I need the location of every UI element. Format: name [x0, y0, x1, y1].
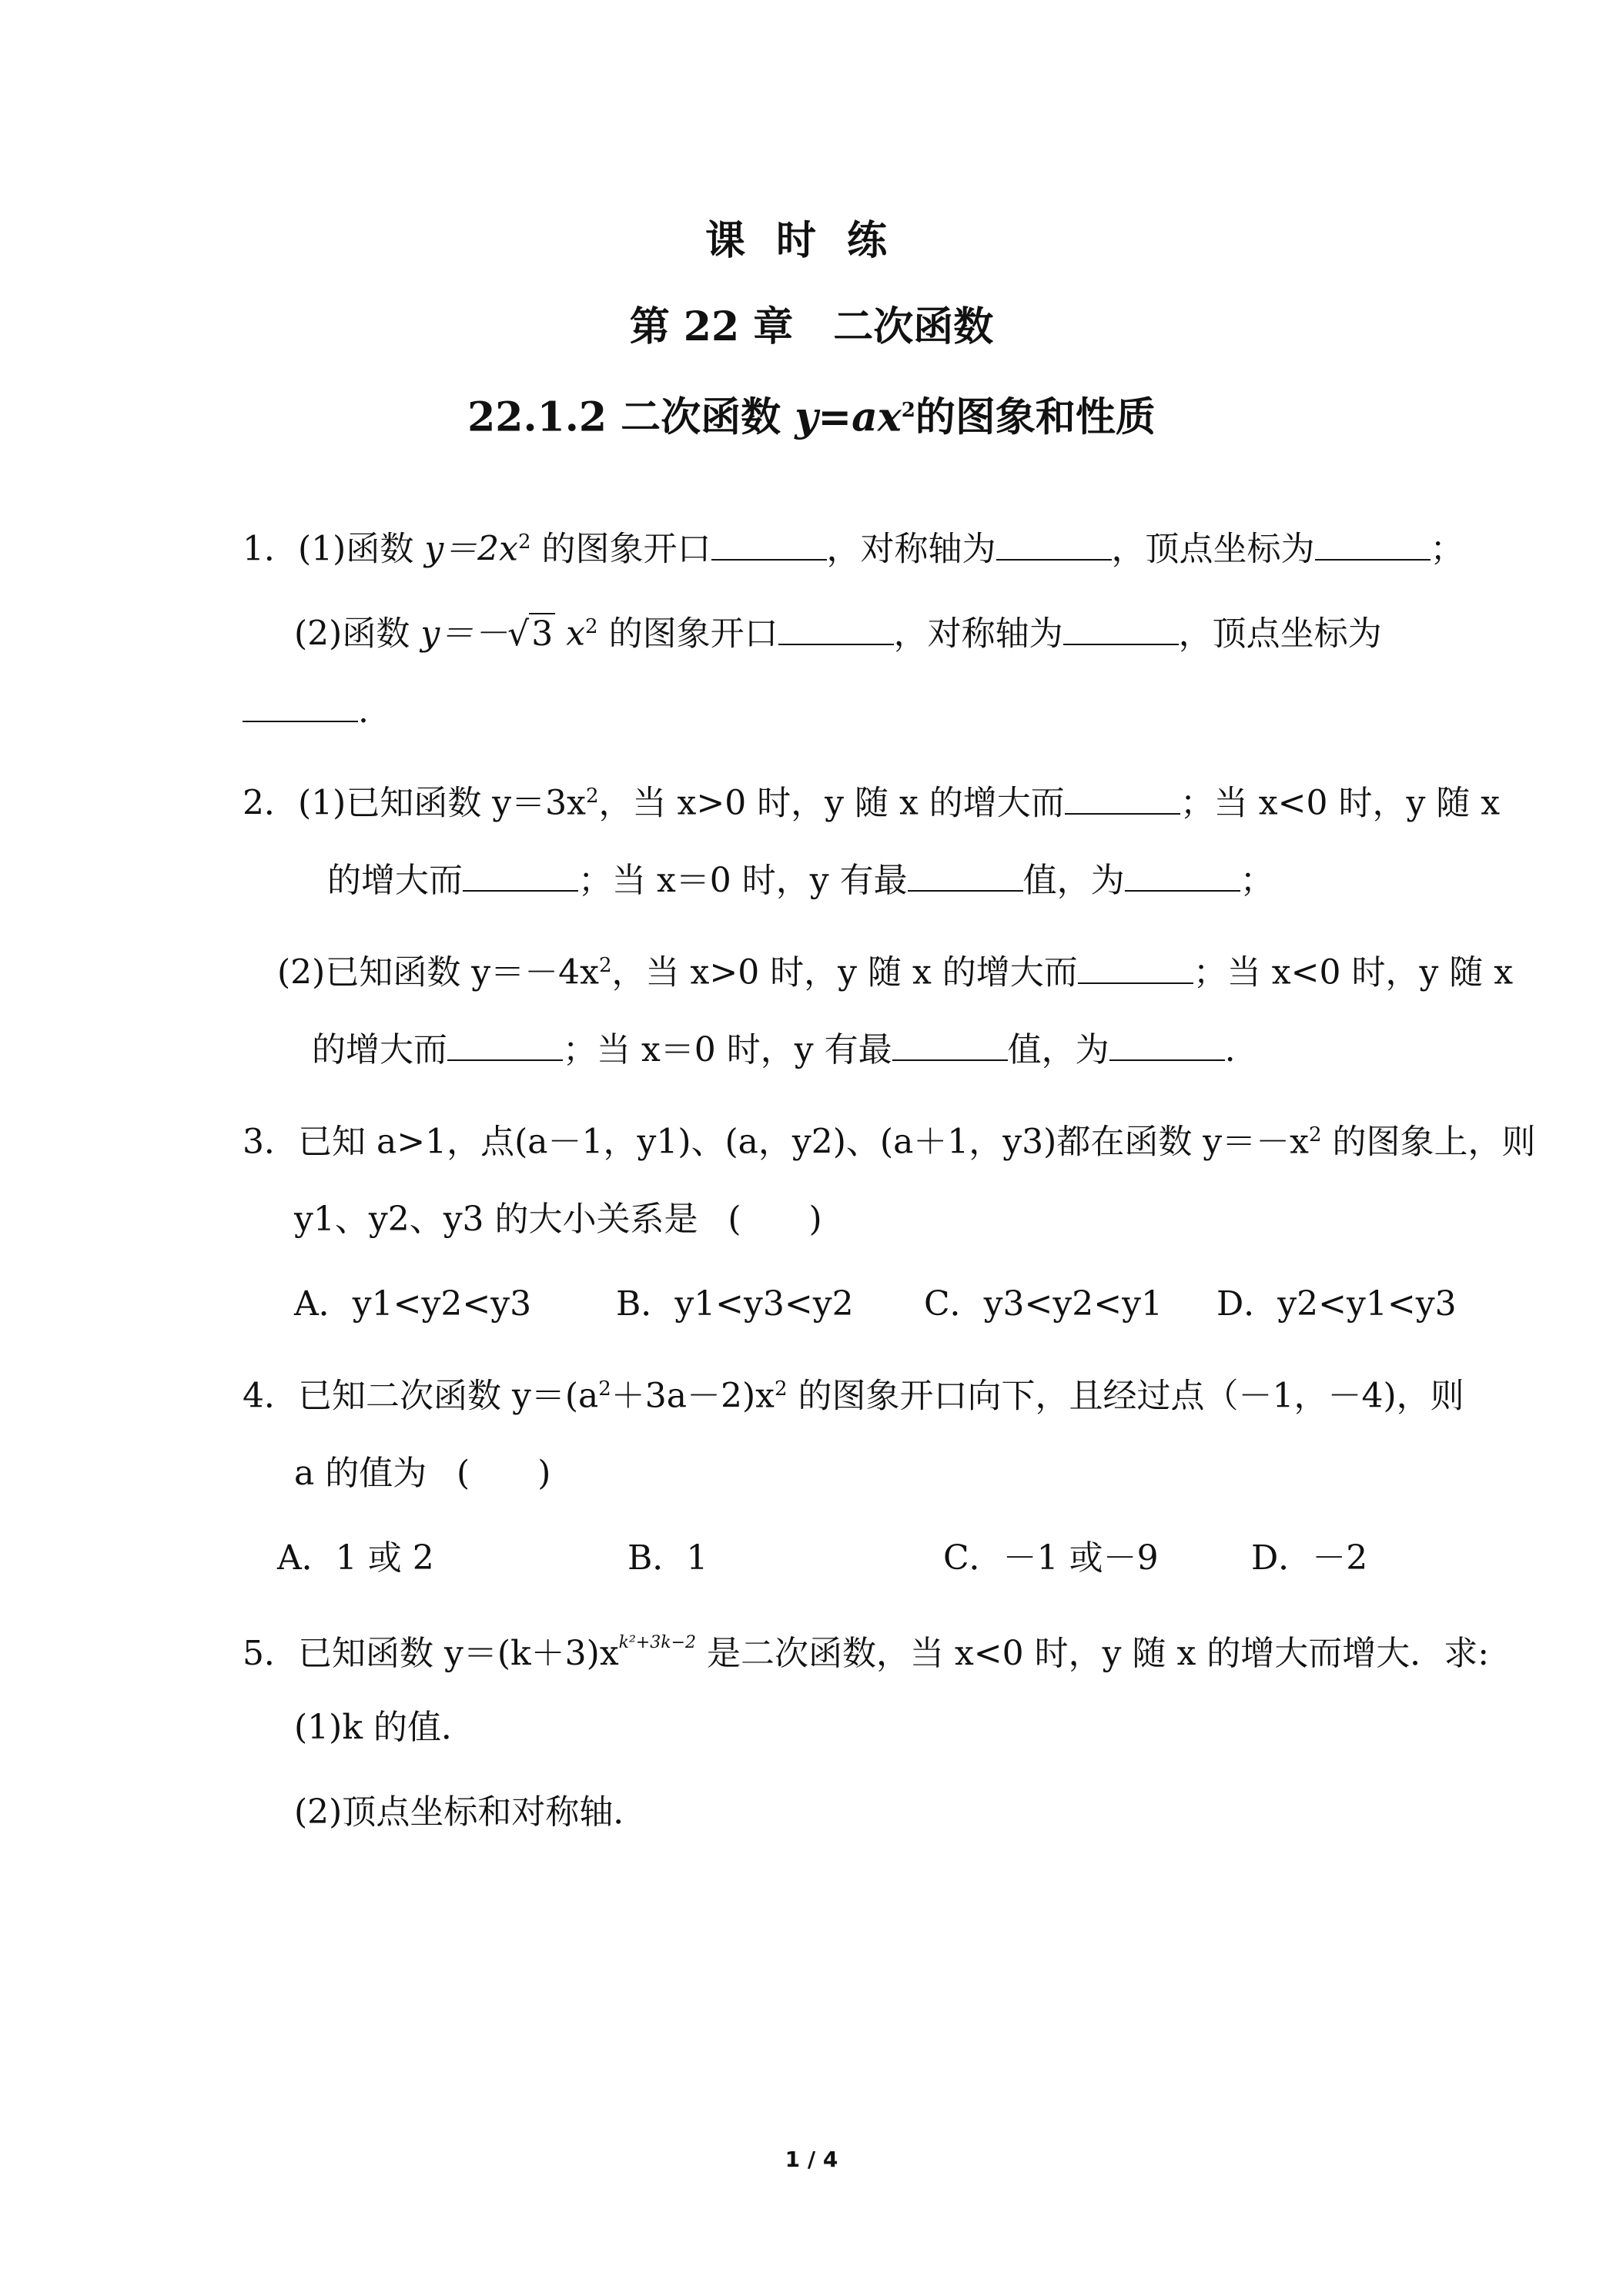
q1-p1-pre: (1)函数: [298, 529, 425, 569]
q1-p1-text3: ，顶点坐标为: [1111, 529, 1315, 569]
q1-p2-blank-vertex[interactable]: [243, 690, 358, 722]
q3-exp: 2: [1308, 1123, 1322, 1146]
q4-line2: [294, 1452, 581, 1495]
section-title: [0, 385, 1623, 443]
q4-answer-paren[interactable]: ( ): [457, 1454, 551, 1493]
q1-p1-formula: y＝2x: [424, 529, 518, 569]
q2-p1-rest: ，当 x>0 时，y 随 x 的增大而: [598, 783, 1065, 823]
q4-text-mid: ＋3a－2)x: [611, 1376, 775, 1416]
q1-p2-pre: (2)函数: [294, 614, 421, 654]
q4-option-a[interactable]: A．1 或 2: [277, 1538, 434, 1578]
q5-number: 5．: [243, 1634, 298, 1673]
q1-p2-y: y＝－: [420, 614, 508, 654]
q1-part1: [243, 520, 1464, 571]
q5-text-end: 是二次函数，当 x<0 时，y 随 x 的增大而增大．求:: [696, 1634, 1490, 1673]
q2-p2-l2b: ；当 x＝0 时，y 有最: [563, 1030, 892, 1069]
q3-option-d[interactable]: D．y2<y1<y3: [1216, 1284, 1457, 1324]
q1-part2-continued: [243, 690, 369, 733]
q4-line1: [243, 1367, 1464, 1418]
q4-option-c[interactable]: C．－1 或－9: [943, 1538, 1159, 1578]
q2-p1-l2a: 的增大而: [327, 861, 463, 900]
q1-p2-text2: ，对称轴为: [893, 614, 1063, 654]
q2-part1-line2: [327, 859, 1274, 902]
q2-p1-l2c: 值，为: [1022, 861, 1125, 900]
q5-sub1: (1)k 的值．: [294, 1708, 475, 1747]
section-formula: y=ax: [795, 393, 902, 441]
q4-question: a 的值为: [294, 1454, 427, 1493]
q2-p1-l2b: ；当 x＝0 时，y 有最: [578, 861, 908, 900]
q1-p2-end: .: [358, 691, 369, 731]
q3-answer-paren[interactable]: ( ): [728, 1200, 822, 1239]
q2-p2-blank-extreme[interactable]: [892, 1029, 1008, 1061]
q3-line2: [294, 1198, 852, 1241]
q2-part2-line1: [277, 944, 1513, 995]
sqrt-symbol: √3: [507, 613, 555, 656]
q4-exp1: 2: [598, 1377, 611, 1401]
q2-p1-mid: ；当 x<0 时，y 随 x: [1180, 783, 1501, 823]
q4-option-d[interactable]: D．－2: [1251, 1538, 1368, 1578]
q1-p1-exp: 2: [517, 530, 531, 554]
q1-p1-blank-axis[interactable]: [996, 528, 1112, 561]
q4-text-end: 的图象开口向下，且经过点（－1，－4)，则: [787, 1376, 1464, 1416]
q2-part1-line1: [243, 775, 1500, 825]
q2-p2-l2-end: .: [1224, 1030, 1236, 1069]
q2-p2-l2c: 值，为: [1007, 1030, 1109, 1069]
q2-p1-l2-end: ；: [1240, 861, 1274, 900]
section-prefix: 22.1.2 二次函数: [467, 393, 795, 441]
section-exponent: 2: [901, 399, 915, 422]
q3-option-a[interactable]: A．y1<y2<y3: [294, 1284, 532, 1324]
q3-question: y1、y2、y3 的大小关系是: [294, 1200, 698, 1239]
q1-p2-text1: 的图象开口: [597, 614, 778, 654]
q2-p1-blank-increase[interactable]: [1065, 782, 1180, 815]
q1-p2-blank-axis[interactable]: [1063, 613, 1179, 645]
q1-part2: [294, 605, 1382, 656]
q2-p1-blank-extreme[interactable]: [908, 859, 1023, 892]
chapter-title: 第 22 章 二次函数: [629, 303, 994, 350]
q2-p2-exp: 2: [598, 954, 612, 977]
q1-p2-text3: ，顶点坐标为: [1178, 614, 1382, 654]
q4-exp2: 2: [775, 1377, 788, 1401]
q4-text: 已知二次函数 y＝(a: [298, 1376, 599, 1416]
q2-p2-mid: ；当 x<0 时，y 随 x: [1193, 952, 1514, 992]
q5-line1: [243, 1622, 1489, 1675]
q1-p2-blank-opening[interactable]: [778, 613, 894, 645]
sqrt-radicand: 3: [529, 613, 555, 654]
q5-sub2: (2)顶点坐标和对称轴．: [294, 1792, 648, 1832]
q1-number: 1．: [243, 529, 298, 569]
q2-p2-blank-increase[interactable]: [1078, 952, 1193, 984]
q1-p2-x: x: [555, 614, 586, 654]
q2-p2-blank-decrease[interactable]: [447, 1029, 563, 1061]
q3-text: 已知 a>1，点(a－1，y1)、(a，y2)、(a＋1，y3)都在函数 y＝－x: [298, 1122, 1309, 1162]
section-suffix: 的图象和性质: [915, 393, 1156, 441]
q5-text: 已知函数 y＝(k＋3)x: [298, 1634, 619, 1673]
q3-option-b[interactable]: B．y1<y3<y2: [616, 1284, 854, 1324]
q4-number: 4．: [243, 1376, 298, 1416]
q1-p1-blank-vertex[interactable]: [1315, 528, 1431, 561]
q2-p1-blank-decrease[interactable]: [463, 859, 578, 892]
q2-p2-text: (2)已知函数 y＝－4x: [277, 952, 599, 992]
q2-p2-l2a: 的增大而: [312, 1030, 447, 1069]
q3-text-end: 的图象上，则: [1321, 1122, 1536, 1162]
q1-p2-exp: 2: [585, 615, 598, 638]
q5-exponent: k²+3k−2: [618, 1633, 696, 1652]
q2-p1-exp: 2: [585, 785, 599, 808]
q2-p2-blank-value[interactable]: [1109, 1029, 1225, 1061]
q1-p1-text2: ，对称轴为: [826, 529, 996, 569]
q1-p1-text1: 的图象开口: [530, 529, 711, 569]
q1-p1-end: ；: [1430, 529, 1464, 569]
q2-number: 2．: [243, 783, 298, 823]
q3-line1: [243, 1113, 1536, 1164]
q4-option-b[interactable]: B．1: [627, 1538, 708, 1578]
q3-number: 3．: [243, 1122, 298, 1162]
q2-p1-text: (1)已知函数 y＝3x: [298, 783, 586, 823]
q2-p2-rest: ，当 x>0 时，y 随 x 的增大而: [611, 952, 1078, 992]
q2-p1-blank-value[interactable]: [1125, 859, 1240, 892]
page-number: 1 / 4: [785, 2147, 838, 2172]
q3-option-c[interactable]: C．y3<y2<y1: [924, 1284, 1163, 1324]
worksheet-title: 课时练: [704, 217, 918, 264]
q2-part2-line2: [312, 1029, 1236, 1072]
q1-p1-blank-opening[interactable]: [711, 528, 827, 561]
